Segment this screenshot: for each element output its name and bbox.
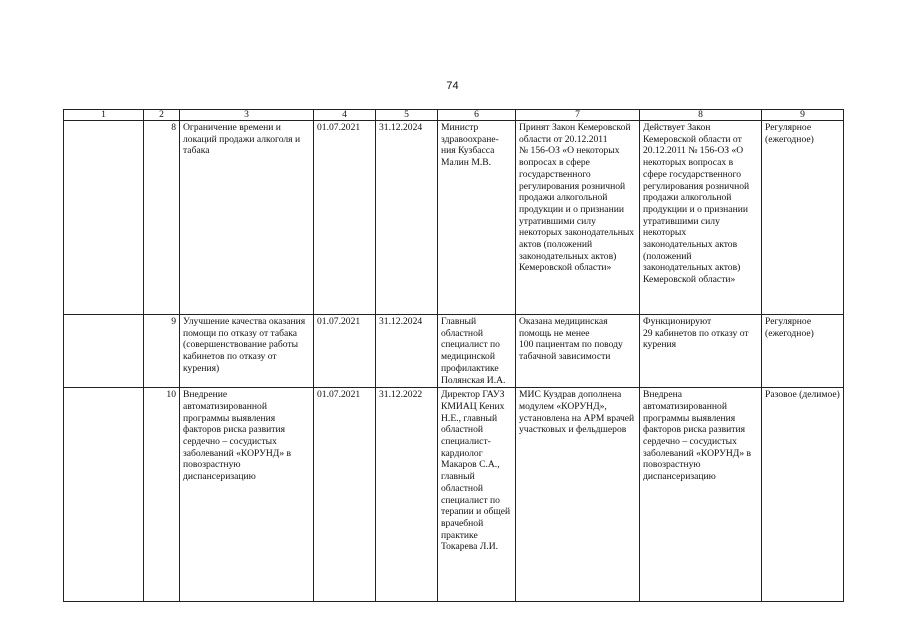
header-cell: 6 (438, 110, 516, 121)
start-date: 01.07.2021 (314, 121, 376, 315)
row-number: 9 (144, 315, 180, 388)
regularity: Регулярное (ежегодное) (762, 315, 844, 388)
measure-name: Ограничение времени и локаций продажи алкоголя и табака (180, 121, 314, 315)
table-row (64, 121, 844, 315)
end-date: 31.12.2022 (376, 388, 438, 602)
regularity: Разовое (делимое) (762, 388, 844, 602)
actual-result: Внедрена автоматизированной программы выявления факторов риска развития сердечно – сосудистых заболеваний «КОРУНД» в повозрастную диспансеризацию (640, 388, 762, 602)
end-date: 31.12.2024 (376, 315, 438, 388)
header-cell: 1 (64, 110, 144, 121)
expected-result: Принят Закон Кемеровской области от 20.12.2011 № 156-ОЗ «О некоторых вопросах в сфере государственного регулирования розничной продажи алкогольной продукции и о признании утратившими силу некоторых законодательных актов (положений законодательных актов) Кемеровской области» (516, 121, 640, 315)
measures-table (63, 109, 844, 602)
regularity: Регулярное (ежегодное) (762, 121, 844, 315)
row-number: 8 (144, 121, 180, 315)
header-cell: 8 (640, 110, 762, 121)
responsible-person: Главный областной специалист по медицинской профилактике Полянская И.А. (438, 315, 516, 388)
table-row (64, 315, 844, 388)
end-date: 31.12.2024 (376, 121, 438, 315)
expected-result: Оказана медицинская помощь не менее 100 пациентам по поводу табачной зависимости (516, 315, 640, 388)
measure-name: Внедрение автоматизированной программы выявления факторов риска развития сердечно – сосудистых заболеваний «КОРУНД» в повозрастную диспансеризацию (180, 388, 314, 602)
header-row (64, 110, 844, 121)
header-cell: 2 (144, 110, 180, 121)
expected-result: МИС Куздрав дополнена модулем «КОРУНД», установлена на АРМ врачей участковых и фельдшеров (516, 388, 640, 602)
measure-name: Улучшение качества оказания помощи по отказу от табака (совершенствование работы кабинетов по отказу от курения) (180, 315, 314, 388)
start-date: 01.07.2021 (314, 388, 376, 602)
row-col1 (64, 121, 144, 315)
header-cell: 3 (180, 110, 314, 121)
table-row (64, 388, 844, 602)
header-cell: 9 (762, 110, 844, 121)
header-cell: 4 (314, 110, 376, 121)
page-number: 74 (446, 80, 459, 92)
actual-result: Функционируют 29 кабинетов по отказу от курения (640, 315, 762, 388)
header-cell: 5 (376, 110, 438, 121)
row-col1 (64, 388, 144, 602)
row-number: 10 (144, 388, 180, 602)
header-cell: 7 (516, 110, 640, 121)
responsible-person: Министр здравоохране- ния Кузбасса Малин М.В. (438, 121, 516, 315)
start-date: 01.07.2021 (314, 315, 376, 388)
actual-result: Действует Закон Кемеровской области от 20.12.2011 № 156-ОЗ «О некоторых вопросах в сфере государственного регулирования розничной продажи алкогольной продукции и о признании утратившими силу некоторых законодательных актов (положений законодательных актов) Кемеровской области» (640, 121, 762, 315)
responsible-person: Директор ГАУЗ КМИАЦ Кених Н.Е., главный областной специалист-кардиолог Макаров С.А., главный областной специалист по терапии и общей врачебной практике Токарева Л.И. (438, 388, 516, 602)
row-col1 (64, 315, 144, 388)
